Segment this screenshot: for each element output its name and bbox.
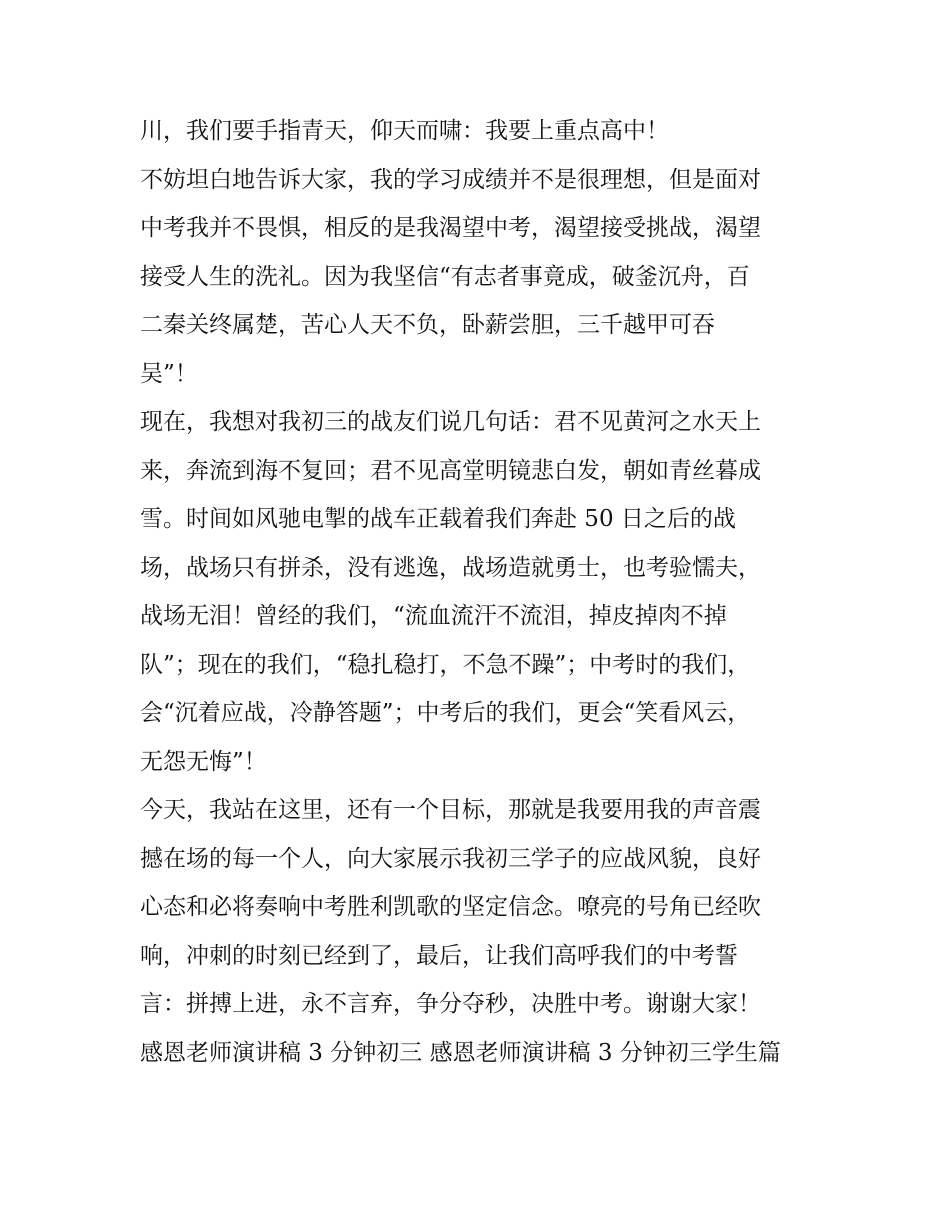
text-line: 不妨坦白地告诉大家，我的学习成绩并不是很理想，但是面对 (140, 166, 761, 193)
text-line: 战场无泪！曾经的我们，“流血流汗不流泪，掉皮掉肉不掉 (140, 603, 727, 629)
text-line: 场，战场只有拼杀，没有逃逸，战场造就勇士，也考验懦夫， (140, 554, 761, 581)
text-line: 二秦关终属楚，苦心人天不负，卧薪尝胆，三千越甲可吞 (140, 312, 715, 338)
text-line: 中考我并不畏惧，相反的是我渴望中考，渴望接受挑战，渴望 (140, 215, 761, 241)
text-line: 来，奔流到海不复回；君不见高堂明镜悲白发，朝如青丝暮成 (140, 457, 761, 484)
text-line: 队”；现在的我们，“稳扎稳打，不急不躁”；中考时的我们， (140, 651, 751, 678)
text-line: 响，冲刺的时刻已经到了，最后，让我们高呼我们的中考誓 (140, 942, 738, 969)
text-line: 川，我们要手指青天，仰天而啸：我要上重点高中！ (140, 118, 669, 144)
text-line: 今天，我站在这里，还有一个目标，那就是我要用我的声音震 (140, 797, 761, 823)
text-line: 言：拼搏上进，永不言弃，争分夺秒，决胜中考。谢谢大家！ (140, 991, 761, 1017)
text-line: 感恩老师演讲稿 3 分钟初三 感恩老师演讲稿 3 分钟初三学生篇 (140, 1039, 781, 1066)
text-line: 吴”！ (140, 360, 198, 387)
text-line: 撼在场的每一个人，向大家展示我初三学子的应战风貌，良好 (140, 845, 761, 872)
document-body (140, 107, 820, 1077)
text-line: 心态和必将奏响中考胜利凯歌的坚定信念。嘹亮的号角已经吹 (140, 894, 761, 920)
text-line: 雪。时间如风驰电掣的战车正载着我们奔赴 50 日之后的战 (140, 506, 736, 532)
text-line: 无怨无悔”！ (140, 748, 267, 775)
text-line: 接受人生的洗礼。因为我坚信“有志者事竟成，破釜沉舟，百 (140, 263, 750, 290)
text-line: 会“沉着应战，冷静答题”；中考后的我们，更会“笑看风云， (140, 700, 751, 726)
text-line: 现在，我想对我初三的战友们说几句话：君不见黄河之水天上 (140, 409, 761, 435)
